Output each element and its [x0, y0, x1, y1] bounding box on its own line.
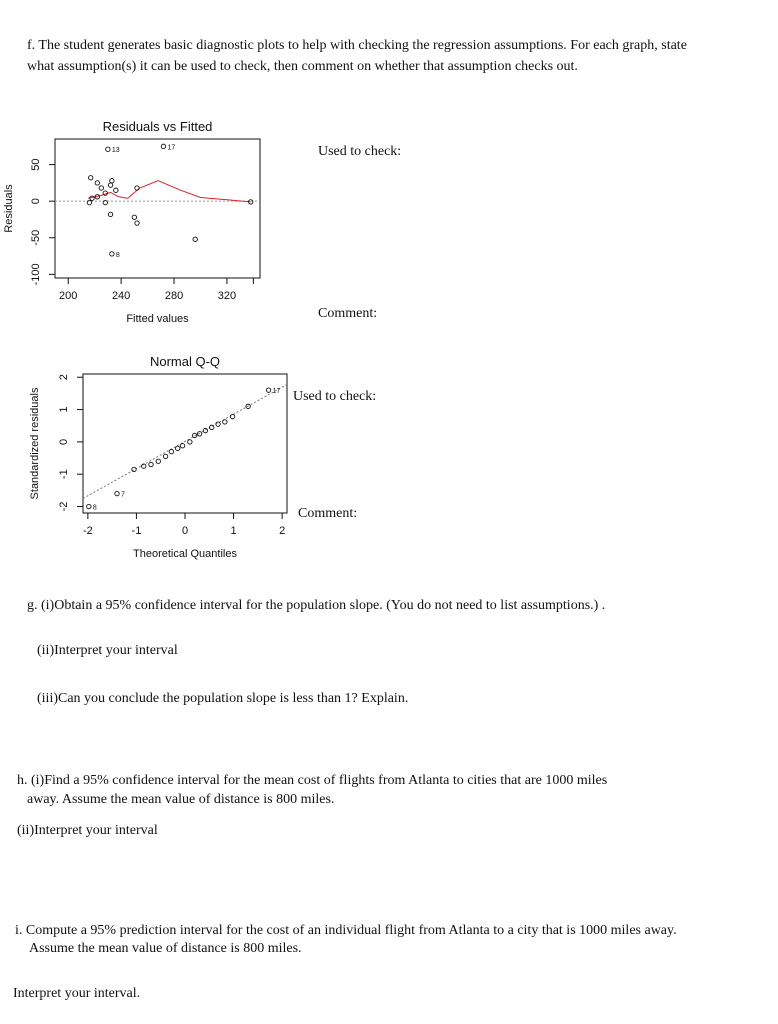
point-label: 8	[115, 251, 120, 259]
point-label: 8	[92, 504, 97, 512]
y-tick-label: -100	[30, 263, 42, 286]
data-point	[108, 212, 112, 216]
data-point	[176, 446, 180, 450]
point-label: 7	[121, 491, 125, 499]
x-tick-label: -2	[82, 525, 93, 537]
section-i-line1: i. Compute a 95% prediction interval for the cost of an individual flight from Atlanta to a city that is 1000 miles away.	[15, 923, 677, 938]
data-point	[169, 449, 173, 453]
data-point	[135, 221, 139, 225]
section-h-part2: (ii)Interpret your interval	[17, 823, 158, 838]
plot1-comment-label: Comment:	[318, 306, 378, 321]
data-point	[223, 420, 227, 424]
x-tick-label: 280	[164, 290, 184, 302]
x-tick-label: -1	[131, 525, 142, 537]
x-tick-label: 1	[230, 525, 237, 537]
data-point	[110, 179, 114, 183]
data-point	[132, 215, 136, 219]
section-f-line2: what assumption(s) it can be used to check, then comment on whether that assumption checks out.	[27, 59, 578, 74]
plot2-comment-label: Comment:	[298, 506, 358, 521]
point-label: 17	[272, 388, 281, 396]
section-h-line1: h. (i)Find a 95% confidence interval for the mean cost of flights from Atlanta to cities that are 1000 miles	[17, 773, 608, 788]
plot-frame	[55, 139, 260, 278]
data-point	[110, 252, 114, 256]
section-g-part2: (ii)Interpret your interval	[37, 643, 178, 658]
section-f-line1: f. The student generates basic diagnostic plots to help with checking the regression assumptions. For each graph, state	[27, 38, 687, 53]
section-g-part3: (iii)Can you conclude the population slope is less than 1? Explain.	[37, 691, 409, 706]
data-point	[163, 454, 167, 458]
residuals-vs-fitted-plot	[0, 110, 300, 340]
y-tick-label: 2	[58, 374, 70, 381]
x-tick-label: 320	[217, 290, 237, 302]
qq-reference-line	[83, 384, 287, 498]
x-tick-label: 0	[181, 525, 189, 537]
data-point	[193, 237, 197, 241]
x-axis-label: Fitted values	[126, 313, 189, 325]
data-point	[95, 181, 99, 185]
y-tick-label: -2	[58, 501, 70, 512]
data-point	[115, 491, 119, 495]
data-point	[106, 147, 110, 151]
plot-frame	[83, 374, 287, 513]
y-tick-label: 0	[58, 438, 70, 445]
plot1-used-to-check-label: Used to check:	[318, 144, 402, 159]
y-tick-label: -1	[58, 469, 70, 480]
plot2-used-to-check-label: Used to check:	[293, 389, 377, 404]
y-tick-label: 50	[30, 158, 42, 171]
y-tick-label: 1	[58, 406, 70, 413]
data-point	[149, 462, 153, 466]
data-point	[161, 144, 165, 148]
data-point	[89, 176, 93, 180]
data-point	[114, 188, 118, 192]
data-point	[103, 200, 107, 204]
x-tick-label: 200	[59, 290, 78, 302]
data-point	[266, 388, 270, 392]
section-h-line2: away. Assume the mean value of distance is 800 miles.	[27, 792, 335, 807]
data-point	[99, 186, 103, 190]
normal-qq-plot	[0, 345, 300, 575]
data-point	[87, 200, 91, 204]
data-point	[90, 196, 94, 200]
data-point	[135, 186, 139, 190]
x-axis-label: Theoretical Quantiles	[133, 548, 237, 560]
point-label: 17	[167, 144, 176, 152]
data-point	[188, 440, 192, 444]
section-i-interpret: Interpret your interval.	[13, 986, 141, 1001]
x-tick-label: 240	[111, 290, 131, 302]
x-tick-label: 2	[279, 525, 286, 537]
chart-title: Residuals vs Fitted	[102, 119, 213, 134]
y-tick-label: -50	[30, 229, 42, 246]
point-label: 13	[111, 147, 120, 155]
y-axis-label: Standardized residuals	[29, 387, 41, 500]
data-point	[180, 444, 184, 448]
data-point	[156, 459, 160, 463]
section-g-part1: g. (i)Obtain a 95% confidence interval for the population slope. (You do not need to list assumptions.) .	[27, 598, 606, 613]
data-point	[203, 428, 207, 432]
y-axis-label: Residuals	[3, 184, 15, 233]
data-point	[108, 183, 112, 187]
data-point	[87, 504, 91, 508]
data-point	[230, 414, 234, 418]
y-tick-label: 0	[30, 198, 42, 205]
section-i-line2: Assume the mean value of distance is 800 miles.	[29, 941, 302, 956]
chart-title: Normal Q-Q	[149, 354, 221, 369]
